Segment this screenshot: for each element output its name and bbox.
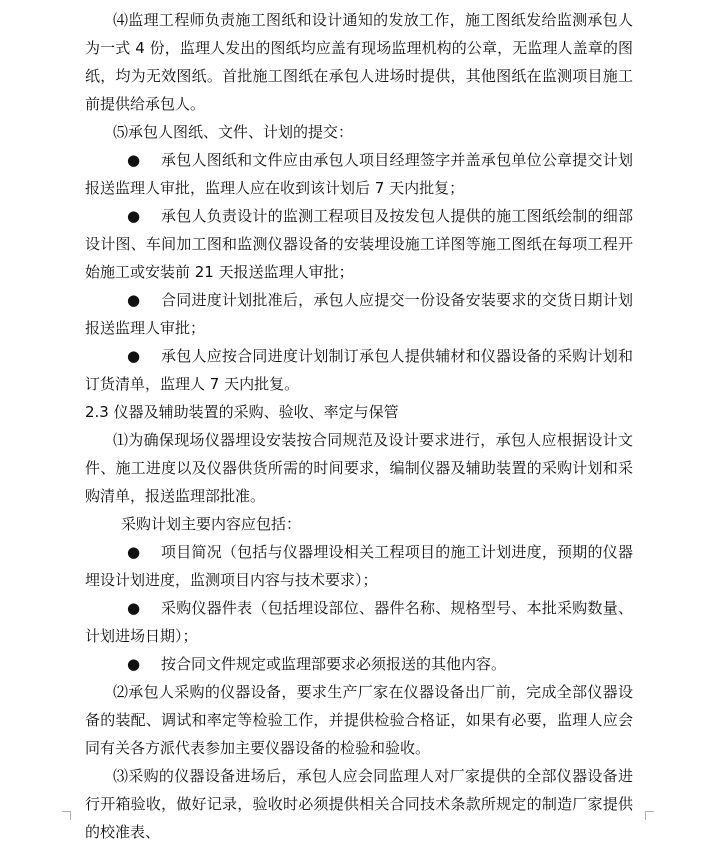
bullet-icon: ●: [127, 655, 141, 673]
page-corner-mark-left: [62, 811, 71, 820]
bullet-icon: ●: [127, 151, 141, 169]
bullet-item: [85, 286, 633, 342]
bullet-item: [85, 538, 633, 594]
paragraph: ⑷监理工程师负责施工图纸和设计通知的发放工作，施工图纸发给监测承包人为一式 4 份，监理人发出的图纸均应盖有现场监理机构的公章，无监理人盖章的图纸，均为无效图纸。首批施工图纸在承包人进场时提供，其他图纸在监测项目施工前提供给承包人。: [85, 11, 633, 113]
bullet-icon: ●: [127, 347, 141, 365]
bullet-item: [85, 202, 633, 286]
bullet-text: 承包人负责设计的监测工程项目及按发包人提供的施工图纸绘制的细部设计图、车间加工图和监测仪器设备的安装埋设施工详图等施工图纸在每项工程开始施工或安装前 21 天报送监理人审批；: [85, 207, 633, 281]
document-body: [85, 6, 633, 846]
bullet-text: 承包人应按合同进度计划制订承包人提供辅材和仪器设备的采购计划和订货清单，监理人 7 天内批复。: [85, 347, 633, 393]
paragraph: ⑸承包人图纸、文件、计划的提交：: [113, 123, 354, 141]
bullet-text: 采购仪器件表（包括埋设部位、器件名称、规格型号、本批采购数量、计划进场日期）；: [85, 599, 633, 645]
bullet-text: 合同进度计划批准后，承包人应提交一份设备安装要求的交货日期计划报送监理人审批；: [85, 291, 633, 337]
bullet-item: [85, 146, 633, 202]
paragraph: ⑴为确保现场仪器埋设安装按合同规范及设计要求进行，承包人应根据设计文件、施工进度以及仪器供货所需的时间要求，编制仪器及辅助装置的采购计划和采购清单，报送监理部批准。: [85, 431, 633, 505]
paragraph: 采购计划主要内容应包括：: [121, 515, 302, 533]
bullet-icon: ●: [127, 207, 141, 225]
bullet-item: [85, 342, 633, 398]
bullet-item: [85, 594, 633, 650]
bullet-item: [85, 650, 633, 678]
paragraph: ⑶采购的仪器设备进场后，承包人应会同监理人对厂家提供的全部仪器设备进行开箱验收，做好记录，验收时必须提供相关合同技术条款所规定的制造厂家提供的校准表、: [85, 767, 633, 841]
bullet-icon: ●: [127, 543, 141, 561]
bullet-icon: ●: [127, 599, 141, 617]
paragraph: ⑵承包人采购的仪器设备，要求生产厂家在仪器设备出厂前，完成全部仪器设备的装配、调试和率定等检验工作，并提供检验合格证，如果有必要，监理人应会同有关各方派代表参加主要仪器设备的检验和验收。: [85, 683, 633, 757]
page-corner-mark-right: [645, 811, 654, 820]
bullet-text: 承包人图纸和文件应由承包人项目经理签字并盖承包单位公章提交计划报送监理人审批，监理人应在收到该计划后 7 天内批复；: [85, 151, 633, 197]
section-heading: 2.3 仪器及辅助装置的采购、验收、率定与保管: [85, 403, 399, 421]
bullet-icon: ●: [127, 291, 141, 309]
bullet-text: 按合同文件规定或监理部要求必须报送的其他内容。: [161, 655, 507, 673]
bullet-text: 项目简况（包括与仪器埋设相关工程项目的施工计划进度，预期的仪器埋设计划进度，监测项目内容与技术要求）；: [85, 543, 633, 589]
